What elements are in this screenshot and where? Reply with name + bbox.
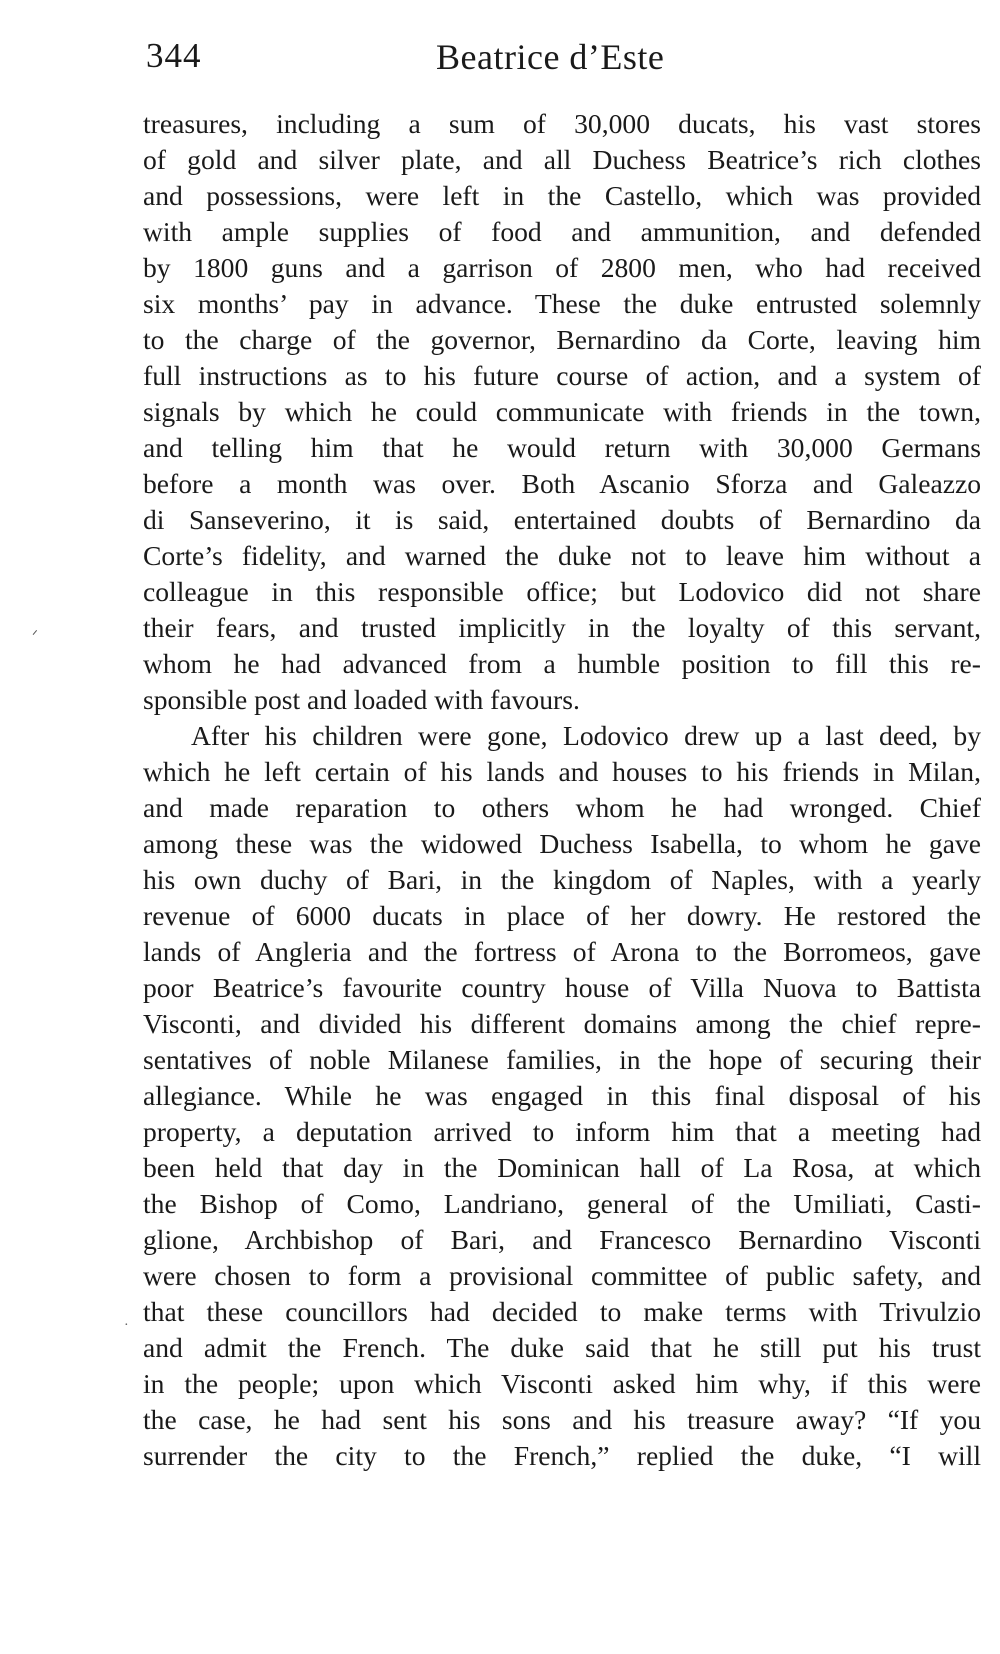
text-line: his own duchy of Bari, in the kingdom of Naples, with a yearly	[143, 864, 981, 895]
text-line: been held that day in the Dominican hall of La Rosa, at which	[143, 1152, 981, 1183]
text-line: poor Beatrice’s favourite country house of Villa Nuova to Battista	[143, 972, 981, 1003]
text-line: sponsible post and loaded with favours.	[143, 684, 580, 715]
text-line: sentatives of noble Milanese families, in the hope of securing their	[143, 1044, 981, 1075]
text-line: by 1800 guns and a garrison of 2800 men, who had received	[143, 252, 981, 283]
text-line: After his children were gone, Lodovico drew up a last deed, by	[191, 720, 981, 751]
text-line: that these councillors had decided to make terms with Trivulzio	[143, 1296, 981, 1327]
text-line: which he left certain of his lands and houses to his friends in Milan,	[143, 756, 981, 787]
running-header	[146, 36, 982, 86]
text-line: to the charge of the governor, Bernardino da Corte, leaving him	[143, 324, 981, 355]
paragraph	[143, 718, 981, 1474]
text-line: property, a deputation arrived to inform him that a meeting had	[143, 1116, 981, 1147]
text-line: six months’ pay in advance. These the duke entrusted solemnly	[143, 288, 981, 319]
text-line: signals by which he could communicate with friends in the town,	[143, 396, 981, 427]
text-line: their fears, and trusted implicitly in the loyalty of this servant,	[143, 612, 981, 643]
text-line: Visconti, and divided his different domains among the chief repre-	[143, 1008, 981, 1039]
text-line: di Sanseverino, it is said, entertained doubts of Bernardino da	[143, 504, 981, 535]
page-number: 344	[146, 36, 202, 75]
text-line: and telling him that he would return with 30,000 Germans	[143, 432, 981, 463]
text-line: glione, Archbishop of Bari, and Francesco Bernardino Visconti	[143, 1224, 981, 1255]
text-line: Corte’s fidelity, and warned the duke not to leave him without a	[143, 540, 981, 571]
margin-mark: ·	[124, 1318, 129, 1333]
text-line: and admit the French. The duke said that he still put his trust	[143, 1332, 981, 1363]
margin-mark: ᐟ	[32, 629, 38, 644]
text-line: in the people; upon which Visconti asked him why, if this were	[143, 1368, 981, 1399]
text-line: the Bishop of Como, Landriano, general of the Umiliati, Casti-	[143, 1188, 981, 1219]
paragraph	[143, 106, 981, 718]
text-line: of gold and silver plate, and all Duchess Beatrice’s rich clothes	[143, 144, 981, 175]
text-line: among these was the widowed Duchess Isabella, to whom he gave	[143, 828, 981, 859]
text-line: allegiance. While he was engaged in this final disposal of his	[143, 1080, 981, 1111]
text-line: with ample supplies of food and ammunition, and defended	[143, 216, 981, 247]
text-line: full instructions as to his future course of action, and a system of	[143, 360, 981, 391]
text-line: and possessions, were left in the Castello, which was provided	[143, 180, 981, 211]
running-title: Beatrice d’Este	[436, 37, 665, 77]
text-line: lands of Angleria and the fortress of Arona to the Borromeos, gave	[143, 936, 981, 967]
text-line: treasures, including a sum of 30,000 ducats, his vast stores	[143, 108, 981, 139]
text-line: surrender the city to the French,” replied the duke, “I will	[143, 1440, 981, 1471]
text-line: were chosen to form a provisional committee of public safety, and	[143, 1260, 981, 1291]
text-line: colleague in this responsible office; but Lodovico did not share	[143, 576, 981, 607]
text-line: before a month was over. Both Ascanio Sforza and Galeazzo	[143, 468, 981, 499]
text-line: the case, he had sent his sons and his treasure away? “If you	[143, 1404, 981, 1435]
text-line: whom he had advanced from a humble position to fill this re-	[143, 648, 981, 679]
body-text	[143, 106, 981, 1474]
text-line: and made reparation to others whom he had wronged. Chief	[143, 792, 981, 823]
text-line: revenue of 6000 ducats in place of her dowry. He restored the	[143, 900, 981, 931]
